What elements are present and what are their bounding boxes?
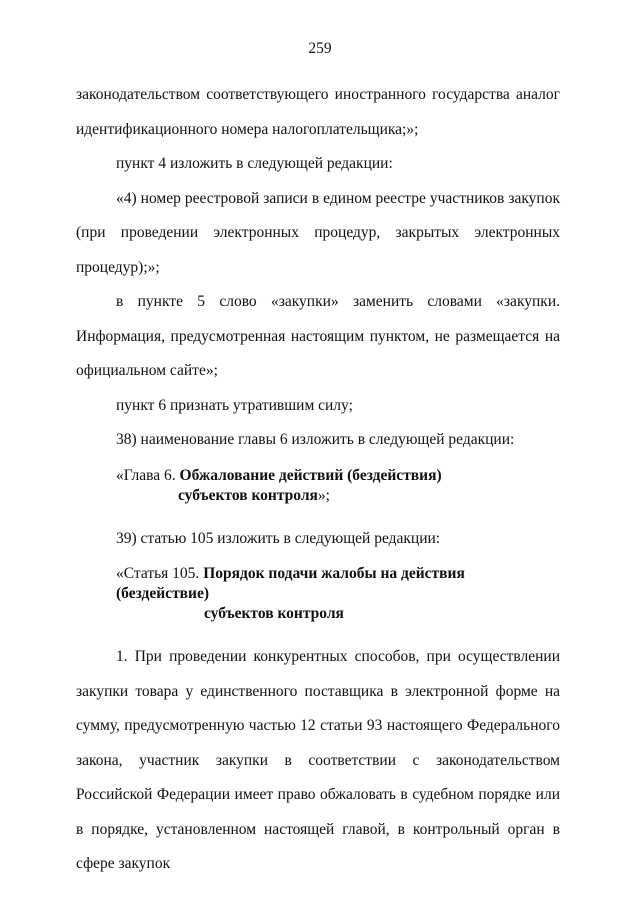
document-body <box>76 78 560 882</box>
chapter-heading-prefix: «Глава 6. <box>116 466 180 484</box>
article-heading <box>76 564 560 624</box>
paragraph-point-4: пункт 4 изложить в следующей редакции: <box>116 155 393 172</box>
article-heading-title-line2: субъектов контроля <box>204 605 344 622</box>
chapter-heading-title-line1: Обжалование действий (бездействия) <box>179 466 442 484</box>
paragraph-article-105-part-1: 1. При проведении конкурентных способов, при осуществлении закупки товара у единственного поставщика в электронной форме на сумму, предусмотренную частью 12 статьи 93 настоящего Федерального закона, участник закупки в соответствии с законодательством Российской Федерации имеет право обжаловать в судебном порядке или в порядке, установленном настоящей главой, в контрольный орган в сфере закупок <box>76 648 560 872</box>
chapter-heading <box>76 466 560 506</box>
chapter-heading-suffix: »; <box>317 486 330 504</box>
article-heading-title-line1: Порядок подачи жалобы на действия (бездействие) <box>116 565 465 602</box>
paragraph-continuation: законодательством соответствующего иностранного государства аналог идентификационного номера налогоплательщика;»; <box>76 86 560 138</box>
chapter-heading-title-line2: субъектов контроля <box>178 486 318 504</box>
paragraph-item-39: 39) статью 105 изложить в следующей редакции: <box>116 529 441 547</box>
paragraph-point-6: пункт 6 признать утратившим силу; <box>116 396 353 414</box>
page-number: 259 <box>308 40 332 57</box>
paragraph-point-5: в пункте 5 слово «закупки» заменить словами «закупки. Информация, предусмотренная настоящим пунктом, не размещается на официальном сайте»; <box>76 293 560 379</box>
paragraph-item-38: 38) наименование главы 6 изложить в следующей редакции: <box>116 431 515 448</box>
paragraph-point-4-text: «4) номер реестровой записи в едином реестре участников закупок (при проведении электронных процедур, закрытых электронных процедур);»; <box>76 189 560 276</box>
article-heading-prefix: «Статья 105. <box>116 565 204 582</box>
